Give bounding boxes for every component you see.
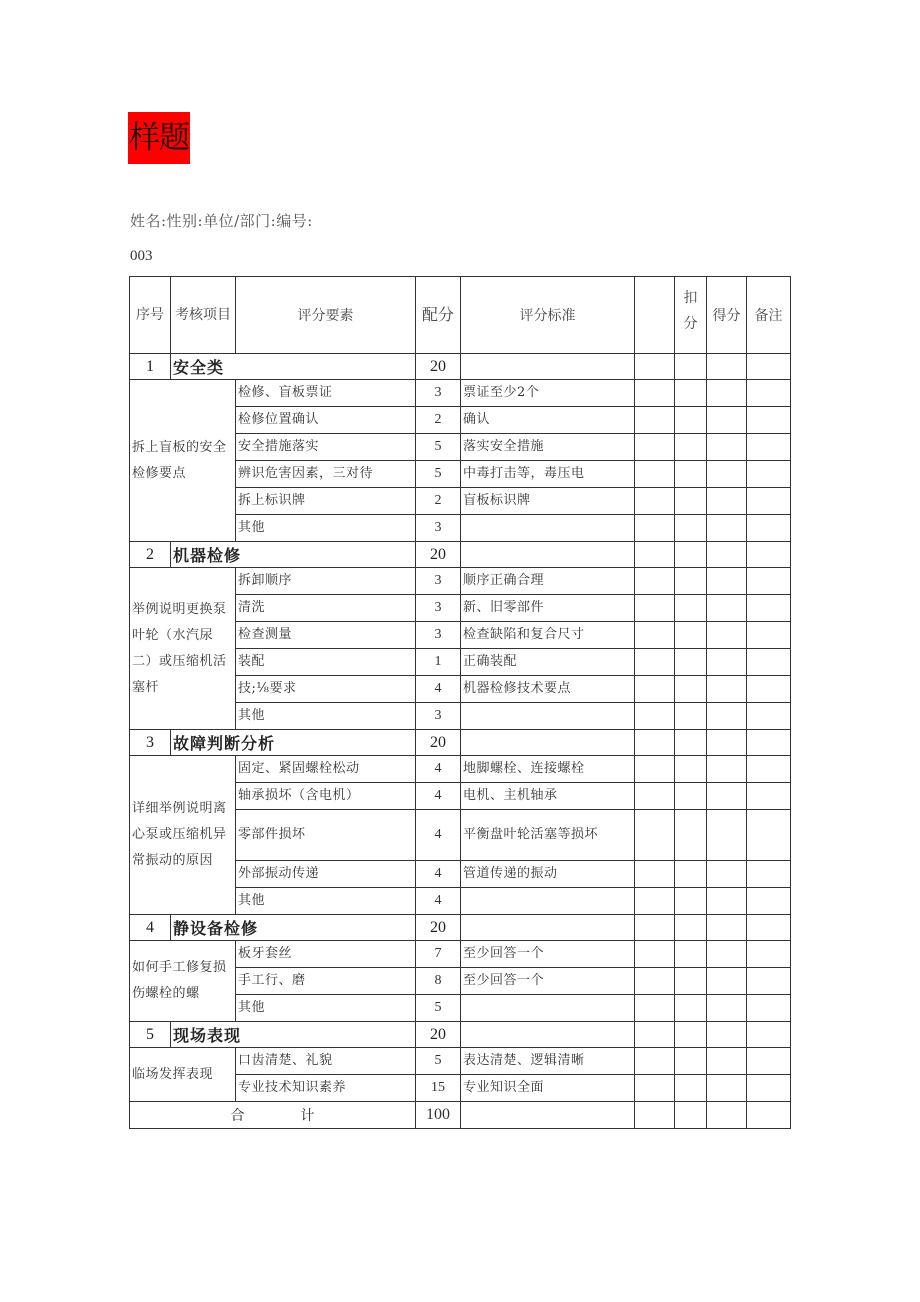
element-cell: 外部振动传递	[236, 861, 416, 888]
section-blank-3	[707, 354, 747, 380]
item-blank-2	[707, 407, 747, 434]
element-cell: 装配	[236, 649, 416, 676]
header-remark: 备注	[747, 277, 791, 354]
points-cell: 4	[416, 676, 461, 703]
section-blank-3	[707, 730, 747, 756]
standard-cell: 票证至少2个	[461, 380, 635, 407]
element-cell: 检修、盲板票证	[236, 380, 416, 407]
section-blank-1	[635, 1022, 675, 1048]
item-blank-1	[675, 515, 707, 542]
item-blank-2	[707, 1048, 747, 1075]
item-blank-0	[635, 810, 675, 861]
element-cell: 口齿清楚、礼貌	[236, 1048, 416, 1075]
section-blank-3	[707, 542, 747, 568]
item-blank-1	[675, 622, 707, 649]
section-blank-4	[747, 1022, 791, 1048]
item-blank-3	[747, 1048, 791, 1075]
points-cell: 3	[416, 622, 461, 649]
item-blank-2	[707, 941, 747, 968]
item-blank-1	[675, 810, 707, 861]
item-blank-0	[635, 995, 675, 1022]
item-blank-0	[635, 756, 675, 783]
header-seq: 序号	[130, 277, 171, 354]
item-blank-0	[635, 1048, 675, 1075]
item-blank-3	[747, 941, 791, 968]
header-score: 得分	[707, 277, 747, 354]
item-blank-0	[635, 783, 675, 810]
standard-cell	[461, 995, 635, 1022]
section-blank-0	[461, 915, 635, 941]
item-blank-0	[635, 622, 675, 649]
section-blank-1	[635, 542, 675, 568]
item-blank-0	[635, 888, 675, 915]
standard-cell: 检查缺陷和复合尺寸	[461, 622, 635, 649]
item-blank-1	[675, 380, 707, 407]
total-blank-2	[675, 1102, 707, 1129]
item-blank-2	[707, 703, 747, 730]
points-cell: 4	[416, 756, 461, 783]
project-cell: 详细举例说明离心泵或压缩机异常振动的原因	[130, 756, 236, 915]
item-blank-2	[707, 888, 747, 915]
standard-cell: 至少回答一个	[461, 941, 635, 968]
section-row	[130, 542, 791, 568]
item-blank-1	[675, 676, 707, 703]
total-label: 合 计	[130, 1102, 416, 1129]
item-blank-0	[635, 515, 675, 542]
section-points: 20	[416, 1022, 461, 1048]
item-blank-2	[707, 968, 747, 995]
item-blank-0	[635, 488, 675, 515]
item-row	[130, 941, 791, 968]
section-title: 机器检修	[171, 542, 416, 568]
item-blank-3	[747, 676, 791, 703]
standard-cell	[461, 703, 635, 730]
item-blank-0	[635, 1075, 675, 1102]
standard-cell: 电机、主机轴承	[461, 783, 635, 810]
points-cell: 5	[416, 461, 461, 488]
item-blank-0	[635, 941, 675, 968]
item-blank-1	[675, 703, 707, 730]
section-points: 20	[416, 542, 461, 568]
item-blank-0	[635, 434, 675, 461]
project-cell: 举例说明更换泵叶轮（水汽尿二）或压缩机活塞杆	[130, 568, 236, 730]
info-line: 姓名:性别:单位/部门:编号:	[130, 212, 313, 230]
item-blank-2	[707, 995, 747, 1022]
points-cell: 5	[416, 995, 461, 1022]
section-blank-1	[635, 915, 675, 941]
section-number: 1	[130, 354, 171, 380]
item-blank-0	[635, 703, 675, 730]
item-blank-3	[747, 649, 791, 676]
points-cell: 3	[416, 568, 461, 595]
element-cell: 其他	[236, 995, 416, 1022]
section-title: 故障判断分析	[171, 730, 416, 756]
item-blank-3	[747, 968, 791, 995]
item-blank-2	[707, 568, 747, 595]
points-cell: 2	[416, 488, 461, 515]
element-cell: 技;⅛要求	[236, 676, 416, 703]
exam-code: 003	[130, 248, 153, 264]
item-blank-1	[675, 1048, 707, 1075]
section-blank-1	[635, 730, 675, 756]
header-points: 配分	[416, 277, 461, 354]
item-blank-1	[675, 488, 707, 515]
item-blank-1	[675, 568, 707, 595]
item-blank-0	[635, 380, 675, 407]
points-cell: 3	[416, 515, 461, 542]
standard-cell: 地脚螺栓、连接螺栓	[461, 756, 635, 783]
project-cell: 如何手工修复损伤螺栓的螺	[130, 941, 236, 1022]
item-blank-3	[747, 595, 791, 622]
standard-cell: 中毒打击等，毒压电	[461, 461, 635, 488]
points-cell: 7	[416, 941, 461, 968]
item-blank-2	[707, 461, 747, 488]
item-blank-3	[747, 434, 791, 461]
points-cell: 4	[416, 783, 461, 810]
total-blank-4	[747, 1102, 791, 1129]
header-blank	[635, 277, 675, 354]
section-title: 安全类	[171, 354, 416, 380]
section-number: 5	[130, 1022, 171, 1048]
item-blank-3	[747, 756, 791, 783]
sample-badge: 样题	[128, 112, 190, 164]
element-cell: 拆卸顺序	[236, 568, 416, 595]
header-project: 考核项目	[171, 277, 236, 354]
points-cell: 4	[416, 861, 461, 888]
total-points: 100	[416, 1102, 461, 1129]
total-row	[130, 1102, 791, 1129]
item-blank-2	[707, 1075, 747, 1102]
standard-cell: 确认	[461, 407, 635, 434]
standard-cell: 至少回答一个	[461, 968, 635, 995]
section-title: 静设备检修	[171, 915, 416, 941]
points-cell: 2	[416, 407, 461, 434]
standard-cell	[461, 888, 635, 915]
section-blank-4	[747, 915, 791, 941]
section-number: 4	[130, 915, 171, 941]
element-cell: 手工行、磨	[236, 968, 416, 995]
points-cell: 15	[416, 1075, 461, 1102]
points-cell: 3	[416, 703, 461, 730]
item-blank-0	[635, 968, 675, 995]
item-blank-3	[747, 861, 791, 888]
item-blank-2	[707, 861, 747, 888]
section-blank-2	[675, 354, 707, 380]
item-blank-0	[635, 676, 675, 703]
section-number: 2	[130, 542, 171, 568]
element-cell: 其他	[236, 703, 416, 730]
item-blank-2	[707, 676, 747, 703]
item-blank-2	[707, 488, 747, 515]
section-blank-4	[747, 730, 791, 756]
section-blank-0	[461, 730, 635, 756]
element-cell: 检查测量	[236, 622, 416, 649]
element-cell: 清洗	[236, 595, 416, 622]
total-blank-3	[707, 1102, 747, 1129]
item-blank-0	[635, 407, 675, 434]
item-blank-1	[675, 995, 707, 1022]
section-number: 3	[130, 730, 171, 756]
item-blank-0	[635, 595, 675, 622]
item-blank-3	[747, 703, 791, 730]
element-cell: 安全措施落实	[236, 434, 416, 461]
item-blank-3	[747, 568, 791, 595]
section-blank-2	[675, 1022, 707, 1048]
item-blank-1	[675, 1075, 707, 1102]
item-row	[130, 568, 791, 595]
standard-cell: 新、旧零部件	[461, 595, 635, 622]
section-row	[130, 915, 791, 941]
section-row	[130, 354, 791, 380]
element-cell: 轴承损坏（含电机）	[236, 783, 416, 810]
points-cell: 8	[416, 968, 461, 995]
section-blank-4	[747, 354, 791, 380]
item-blank-1	[675, 783, 707, 810]
item-blank-1	[675, 649, 707, 676]
item-blank-2	[707, 756, 747, 783]
project-cell: 拆上盲板的安全检修要点	[130, 380, 236, 542]
item-blank-2	[707, 380, 747, 407]
points-cell: 5	[416, 1048, 461, 1075]
section-blank-0	[461, 1022, 635, 1048]
section-points: 20	[416, 915, 461, 941]
score-table	[129, 276, 791, 1129]
item-row	[130, 756, 791, 783]
item-blank-3	[747, 1075, 791, 1102]
points-cell: 3	[416, 380, 461, 407]
points-cell: 3	[416, 595, 461, 622]
item-blank-1	[675, 434, 707, 461]
section-row	[130, 1022, 791, 1048]
item-blank-3	[747, 515, 791, 542]
item-blank-3	[747, 888, 791, 915]
standard-cell: 平衡盘叶轮活塞等损坏	[461, 810, 635, 861]
item-blank-3	[747, 380, 791, 407]
item-blank-1	[675, 407, 707, 434]
element-cell: 固定、紧固螺栓松动	[236, 756, 416, 783]
points-cell: 5	[416, 434, 461, 461]
section-blank-2	[675, 730, 707, 756]
section-points: 20	[416, 730, 461, 756]
item-blank-3	[747, 995, 791, 1022]
item-blank-3	[747, 407, 791, 434]
item-blank-1	[675, 888, 707, 915]
element-cell: 板牙套丝	[236, 941, 416, 968]
header-row	[130, 277, 791, 354]
standard-cell	[461, 515, 635, 542]
item-blank-2	[707, 515, 747, 542]
element-cell: 其他	[236, 515, 416, 542]
item-blank-0	[635, 461, 675, 488]
points-cell: 4	[416, 888, 461, 915]
points-cell: 4	[416, 810, 461, 861]
item-blank-0	[635, 861, 675, 888]
item-blank-0	[635, 649, 675, 676]
item-row	[130, 1048, 791, 1075]
item-blank-3	[747, 810, 791, 861]
item-blank-2	[707, 783, 747, 810]
section-blank-2	[675, 542, 707, 568]
element-cell: 其他	[236, 888, 416, 915]
item-blank-0	[635, 568, 675, 595]
item-blank-1	[675, 861, 707, 888]
item-blank-2	[707, 622, 747, 649]
section-blank-3	[707, 915, 747, 941]
standard-cell: 专业知识全面	[461, 1075, 635, 1102]
section-blank-0	[461, 354, 635, 380]
item-row	[130, 380, 791, 407]
header-deduct: 扣分	[675, 277, 707, 354]
item-blank-3	[747, 488, 791, 515]
standard-cell: 顺序正确合理	[461, 568, 635, 595]
item-blank-2	[707, 810, 747, 861]
points-cell: 1	[416, 649, 461, 676]
element-cell: 检修位置确认	[236, 407, 416, 434]
header-standard: 评分标准	[461, 277, 635, 354]
header-elements: 评分要素	[236, 277, 416, 354]
section-blank-2	[675, 915, 707, 941]
item-blank-3	[747, 461, 791, 488]
section-blank-0	[461, 542, 635, 568]
item-blank-2	[707, 434, 747, 461]
standard-cell: 机器检修技术要点	[461, 676, 635, 703]
section-points: 20	[416, 354, 461, 380]
item-blank-2	[707, 595, 747, 622]
item-blank-1	[675, 461, 707, 488]
section-title: 现场表现	[171, 1022, 416, 1048]
item-blank-1	[675, 756, 707, 783]
section-blank-3	[707, 1022, 747, 1048]
element-cell: 零部件损坏	[236, 810, 416, 861]
standard-cell: 正确装配	[461, 649, 635, 676]
total-blank-0	[461, 1102, 635, 1129]
item-blank-1	[675, 595, 707, 622]
section-blank-4	[747, 542, 791, 568]
item-blank-3	[747, 622, 791, 649]
element-cell: 专业技术知识素养	[236, 1075, 416, 1102]
item-blank-3	[747, 783, 791, 810]
total-blank-1	[635, 1102, 675, 1129]
standard-cell: 落实安全措施	[461, 434, 635, 461]
standard-cell: 盲板标识牌	[461, 488, 635, 515]
section-row	[130, 730, 791, 756]
item-blank-2	[707, 649, 747, 676]
element-cell: 拆上标识牌	[236, 488, 416, 515]
item-blank-1	[675, 941, 707, 968]
element-cell: 辨识危害因素，三对待	[236, 461, 416, 488]
project-cell: 临场发挥表现	[130, 1048, 236, 1102]
section-blank-1	[635, 354, 675, 380]
standard-cell: 管道传递的振动	[461, 861, 635, 888]
item-blank-1	[675, 968, 707, 995]
standard-cell: 表达清楚、逻辑清晰	[461, 1048, 635, 1075]
